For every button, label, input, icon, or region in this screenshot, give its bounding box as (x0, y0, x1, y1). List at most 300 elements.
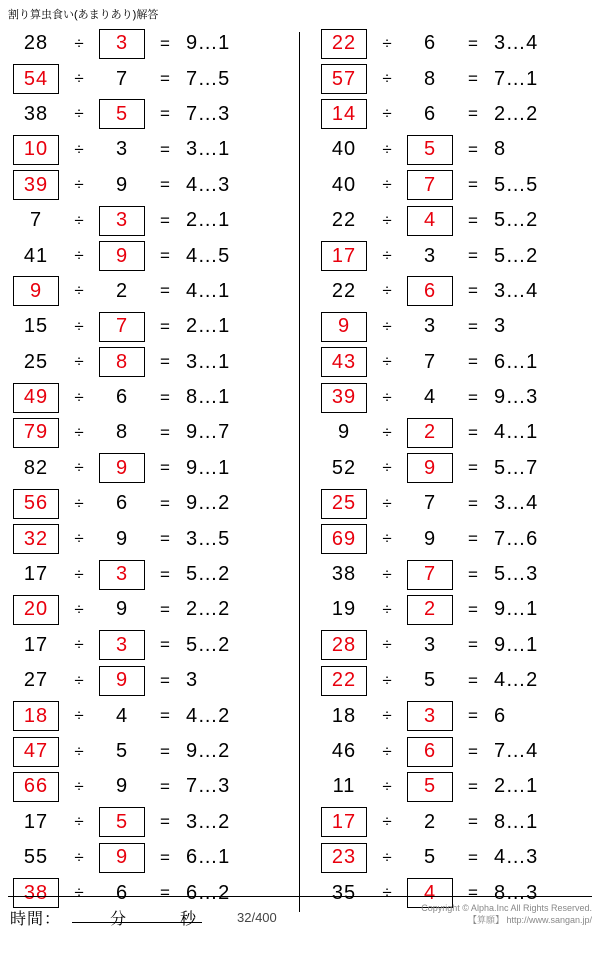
equals-icon: = (468, 776, 478, 796)
quotient-remainder-value: 5…5 (494, 173, 538, 196)
answer-box-divisor[interactable]: 8 (99, 347, 145, 377)
problem-row (318, 345, 594, 380)
divisor-value: 5 (115, 740, 129, 762)
quotient-remainder-value: 3…2 (186, 810, 230, 833)
equals-icon: = (160, 387, 170, 407)
divisor-value: 2 (115, 279, 129, 302)
divide-icon: ÷ (382, 69, 392, 89)
quotient-remainder-value: 8…3 (494, 881, 538, 904)
divide-icon: ÷ (74, 210, 84, 230)
equals-icon: = (468, 316, 478, 336)
quotient-remainder-value: 3…4 (494, 279, 538, 302)
equals-icon: = (160, 104, 170, 124)
divide-icon: ÷ (74, 670, 84, 690)
divide-icon: ÷ (74, 246, 84, 266)
equals-icon: = (468, 210, 478, 230)
equals-icon: = (160, 529, 170, 549)
quotient-remainder-value: 9…3 (494, 386, 538, 409)
divide-icon: ÷ (382, 458, 392, 478)
divisor-value: 6 (423, 32, 437, 55)
divide-icon: ÷ (382, 599, 392, 619)
answer-box-dividend[interactable]: 49 (13, 383, 59, 413)
answer-box-divisor[interactable]: 9 (407, 453, 453, 483)
equals-icon: = (468, 529, 478, 549)
answer-box-divisor[interactable]: 5 (407, 772, 453, 802)
quotient-remainder-value: 5…2 (186, 563, 230, 586)
problem-row (318, 521, 594, 556)
quotient-remainder-value: 3 (494, 315, 506, 338)
equals-icon: = (160, 599, 170, 619)
divisor-value: 9 (115, 598, 129, 621)
problem-row (318, 769, 594, 804)
divisor-value: 7 (423, 350, 437, 373)
answer-box-dividend[interactable]: 47 (13, 737, 59, 767)
quotient-remainder-value: 6…1 (494, 350, 538, 373)
divide-icon: ÷ (74, 812, 84, 832)
equals-icon: = (160, 352, 170, 372)
right-problem-column (300, 26, 600, 904)
equals-icon: = (160, 458, 170, 478)
left-problem-column (0, 26, 300, 904)
quotient-remainder-value: 6…1 (186, 846, 230, 869)
dividend-value: 7 (29, 209, 43, 232)
equals-icon: = (468, 422, 478, 442)
quotient-remainder-value: 3…5 (186, 527, 230, 550)
problem-row (318, 557, 594, 592)
divide-icon: ÷ (74, 387, 84, 407)
problem-row (10, 132, 294, 167)
answer-box-divisor[interactable]: 5 (99, 99, 145, 129)
problem-columns (0, 26, 600, 904)
problem-row (10, 97, 294, 132)
problem-row (318, 415, 594, 450)
quotient-remainder-value: 2…2 (186, 598, 230, 621)
quotient-remainder-value: 5…2 (186, 633, 230, 656)
dividend-value: 17 (23, 563, 49, 586)
problem-row (318, 840, 594, 875)
answer-box-divisor[interactable]: 4 (407, 878, 453, 908)
answer-box-divisor[interactable]: 2 (407, 418, 453, 448)
problem-row (10, 769, 294, 804)
answer-box-divisor[interactable]: 7 (407, 170, 453, 200)
quotient-remainder-value: 5…7 (494, 456, 538, 479)
answer-box-dividend[interactable]: 39 (321, 383, 367, 413)
divide-icon: ÷ (74, 175, 84, 195)
quotient-remainder-value: 9…1 (494, 633, 538, 656)
site-text: 【算願】 http://www.sangan.jp/ (467, 915, 592, 926)
divisor-value: 6 (423, 102, 437, 125)
dividend-value: 15 (23, 315, 49, 338)
divisor-value: 9 (115, 527, 129, 550)
answer-box-divisor[interactable]: 7 (99, 312, 145, 342)
divide-icon: ÷ (382, 741, 392, 761)
divide-icon: ÷ (382, 281, 392, 301)
answer-box-dividend[interactable]: 38 (13, 878, 59, 908)
dividend-value: 19 (331, 598, 357, 621)
answer-box-dividend[interactable]: 57 (321, 64, 367, 94)
divisor-value: 6 (115, 386, 129, 409)
dividend-value: 38 (23, 102, 49, 125)
problem-row (10, 61, 294, 96)
equals-icon: = (160, 69, 170, 89)
answer-box-divisor[interactable]: 9 (99, 453, 145, 483)
quotient-remainder-value: 9…1 (186, 32, 230, 55)
seconds-unit: 秒 (180, 911, 197, 928)
dividend-value: 17 (23, 810, 49, 833)
divide-icon: ÷ (382, 529, 392, 549)
answer-box-dividend[interactable]: 43 (321, 347, 367, 377)
divisor-value: 5 (423, 846, 437, 869)
divide-icon: ÷ (74, 741, 84, 761)
divide-icon: ÷ (382, 670, 392, 690)
divisor-value: 9 (115, 775, 129, 798)
answer-box-dividend[interactable]: 9 (321, 312, 367, 342)
dividend-value: 82 (23, 456, 49, 479)
dividend-value: 41 (23, 244, 49, 267)
equals-icon: = (468, 69, 478, 89)
quotient-remainder-value: 7…5 (186, 67, 230, 90)
answer-box-divisor[interactable]: 3 (407, 701, 453, 731)
answer-box-dividend[interactable]: 79 (13, 418, 59, 448)
problem-row (10, 274, 294, 309)
equals-icon: = (468, 281, 478, 301)
copyright-block (421, 902, 592, 926)
divide-icon: ÷ (382, 139, 392, 159)
answer-box-dividend[interactable]: 66 (13, 772, 59, 802)
quotient-remainder-value: 8 (494, 138, 506, 161)
equals-icon: = (468, 706, 478, 726)
divide-icon: ÷ (382, 564, 392, 584)
equals-icon: = (160, 564, 170, 584)
dividend-value: 28 (23, 32, 49, 55)
divide-icon: ÷ (74, 69, 84, 89)
equals-icon: = (468, 246, 478, 266)
problem-row (10, 663, 294, 698)
problem-row (318, 592, 594, 627)
quotient-remainder-value: 2…1 (186, 209, 230, 232)
quotient-remainder-value: 7…1 (494, 67, 538, 90)
dividend-value: 27 (23, 669, 49, 692)
divide-icon: ÷ (74, 316, 84, 336)
quotient-remainder-value: 4…3 (494, 846, 538, 869)
answer-box-dividend[interactable]: 17 (321, 807, 367, 837)
quotient-remainder-value: 5…3 (494, 563, 538, 586)
divide-icon: ÷ (74, 104, 84, 124)
equals-icon: = (468, 33, 478, 53)
answer-box-divisor[interactable]: 9 (99, 666, 145, 696)
divisor-value: 3 (423, 244, 437, 267)
dividend-value: 22 (331, 209, 357, 232)
divide-icon: ÷ (382, 352, 392, 372)
equals-icon: = (468, 670, 478, 690)
quotient-remainder-value: 9…1 (494, 598, 538, 621)
divide-icon: ÷ (382, 387, 392, 407)
divide-icon: ÷ (382, 210, 392, 230)
equals-icon: = (160, 281, 170, 301)
equals-icon: = (468, 741, 478, 761)
divide-icon: ÷ (382, 246, 392, 266)
problem-row (318, 61, 594, 96)
problem-row (10, 238, 294, 273)
dividend-value: 35 (331, 881, 357, 904)
quotient-remainder-value: 7…4 (494, 740, 538, 762)
equals-icon: = (160, 776, 170, 796)
answer-box-dividend[interactable]: 22 (321, 29, 367, 59)
answer-box-divisor[interactable]: 7 (407, 560, 453, 590)
equals-icon: = (468, 458, 478, 478)
quotient-remainder-value: 3…4 (494, 32, 538, 55)
problem-row (10, 840, 294, 875)
equals-icon: = (468, 104, 478, 124)
dividend-value: 11 (332, 775, 356, 798)
problem-row (10, 415, 294, 450)
quotient-remainder-value: 7…6 (494, 527, 538, 550)
divisor-value: 9 (423, 527, 437, 550)
answer-box-dividend[interactable]: 54 (13, 64, 59, 94)
answer-box-divisor[interactable]: 6 (407, 737, 453, 767)
problem-row (10, 451, 294, 486)
equals-icon: = (160, 883, 170, 903)
problem-row (10, 26, 294, 61)
equals-icon: = (160, 139, 170, 159)
dividend-value: 22 (331, 279, 357, 302)
divisor-value: 4 (115, 704, 129, 727)
dividend-value: 17 (23, 633, 49, 656)
divide-icon: ÷ (74, 139, 84, 159)
divide-icon: ÷ (74, 493, 84, 513)
problem-row (318, 168, 594, 203)
quotient-remainder-value: 2…2 (494, 102, 538, 125)
answer-box-dividend[interactable]: 14 (321, 99, 367, 129)
divide-icon: ÷ (74, 352, 84, 372)
divisor-value: 9 (115, 173, 129, 196)
answer-box-dividend[interactable]: 9 (13, 276, 59, 306)
quotient-remainder-value: 2…1 (186, 315, 230, 338)
time-label: 時間： (10, 911, 62, 928)
answer-box-dividend[interactable]: 22 (321, 666, 367, 696)
dividend-value: 46 (331, 740, 357, 762)
copyright-text: Copyright © Alpha.Inc All Rights Reserved. (421, 903, 592, 913)
quotient-remainder-value: 3…1 (186, 138, 230, 161)
quotient-remainder-value: 4…2 (186, 704, 230, 727)
quotient-remainder-value: 9…7 (186, 421, 230, 444)
problem-row (318, 26, 594, 61)
problem-row (318, 238, 594, 273)
quotient-remainder-value: 6…2 (186, 881, 230, 904)
equals-icon: = (160, 33, 170, 53)
page-footer (0, 896, 600, 956)
column-divider (299, 32, 300, 912)
divisor-value: 8 (115, 421, 129, 444)
equals-icon: = (160, 741, 170, 761)
answer-box-divisor[interactable]: 3 (99, 29, 145, 59)
problem-row (10, 380, 294, 415)
divisor-value: 2 (423, 810, 437, 833)
divide-icon: ÷ (382, 706, 392, 726)
divisor-value: 3 (423, 633, 437, 656)
equals-icon: = (468, 599, 478, 619)
equals-icon: = (160, 246, 170, 266)
dividend-value: 25 (23, 350, 49, 373)
quotient-remainder-value: 2…1 (494, 775, 538, 798)
problem-row (318, 628, 594, 663)
quotient-remainder-value: 4…2 (494, 669, 538, 692)
problem-row (318, 486, 594, 521)
divide-icon: ÷ (74, 883, 84, 903)
quotient-remainder-value: 4…1 (494, 421, 538, 444)
answer-box-dividend[interactable]: 39 (13, 170, 59, 200)
answer-box-divisor[interactable]: 9 (99, 241, 145, 271)
problem-row (10, 734, 294, 769)
equals-icon: = (160, 670, 170, 690)
answer-box-dividend[interactable]: 18 (13, 701, 59, 731)
problem-row (10, 345, 294, 380)
dividend-value: 40 (331, 173, 357, 196)
answer-box-divisor[interactable]: 4 (407, 206, 453, 236)
divide-icon: ÷ (74, 776, 84, 796)
divisor-value: 7 (115, 67, 129, 90)
problem-row (10, 486, 294, 521)
problem-row (10, 628, 294, 663)
dividend-value: 40 (331, 138, 357, 161)
answer-box-dividend[interactable]: 17 (321, 241, 367, 271)
answer-box-divisor[interactable]: 3 (99, 206, 145, 236)
answer-box-dividend[interactable]: 23 (321, 843, 367, 873)
equals-icon: = (160, 635, 170, 655)
answer-box-dividend[interactable]: 10 (13, 135, 59, 165)
problem-row (318, 734, 594, 769)
equals-icon: = (160, 493, 170, 513)
problem-row (318, 663, 594, 698)
answer-box-dividend[interactable]: 32 (13, 524, 59, 554)
equals-icon: = (468, 139, 478, 159)
quotient-remainder-value: 3…1 (186, 350, 230, 373)
page-title: 割り算虫食い(あまりあり)解答 (8, 9, 159, 21)
divisor-value: 3 (423, 315, 437, 338)
divide-icon: ÷ (382, 493, 392, 513)
divide-icon: ÷ (74, 847, 84, 867)
problem-row (10, 592, 294, 627)
divide-icon: ÷ (382, 776, 392, 796)
problem-row (318, 451, 594, 486)
equals-icon: = (160, 847, 170, 867)
quotient-remainder-value: 9…2 (186, 492, 230, 515)
equals-icon: = (160, 706, 170, 726)
quotient-remainder-value: 9…2 (186, 740, 230, 762)
divisor-value: 6 (115, 881, 129, 904)
equals-icon: = (160, 175, 170, 195)
divide-icon: ÷ (74, 564, 84, 584)
problem-row (10, 557, 294, 592)
equals-icon: = (160, 422, 170, 442)
answer-box-divisor[interactable]: 5 (407, 135, 453, 165)
divide-icon: ÷ (382, 883, 392, 903)
equals-icon: = (468, 564, 478, 584)
divide-icon: ÷ (382, 33, 392, 53)
divide-icon: ÷ (74, 599, 84, 619)
divide-icon: ÷ (74, 458, 84, 478)
minutes-unit: 分 (110, 911, 127, 928)
divisor-value: 3 (115, 138, 129, 161)
divide-icon: ÷ (74, 529, 84, 549)
answer-box-dividend[interactable]: 25 (321, 489, 367, 519)
divide-icon: ÷ (382, 104, 392, 124)
divide-icon: ÷ (74, 281, 84, 301)
divide-icon: ÷ (74, 33, 84, 53)
divisor-value: 4 (423, 386, 437, 409)
answer-box-divisor[interactable]: 3 (99, 560, 145, 590)
quotient-remainder-value: 4…1 (186, 279, 230, 302)
dividend-value: 9 (337, 421, 351, 444)
answer-box-divisor[interactable]: 2 (407, 595, 453, 625)
divide-icon: ÷ (382, 847, 392, 867)
answer-box-dividend[interactable]: 28 (321, 630, 367, 660)
problem-row (10, 805, 294, 840)
quotient-remainder-value: 8…1 (494, 810, 538, 833)
dividend-value: 18 (331, 704, 357, 727)
problem-row (10, 203, 294, 238)
divisor-value: 8 (423, 67, 437, 90)
equals-icon: = (468, 883, 478, 903)
divide-icon: ÷ (74, 706, 84, 726)
equals-icon: = (468, 175, 478, 195)
quotient-remainder-value: 9…1 (186, 456, 230, 479)
problem-row (318, 309, 594, 344)
equals-icon: = (468, 812, 478, 832)
answer-box-divisor[interactable]: 5 (99, 807, 145, 837)
problem-row (318, 380, 594, 415)
divide-icon: ÷ (382, 316, 392, 336)
dividend-value: 55 (23, 846, 49, 869)
answer-box-divisor[interactable]: 9 (99, 843, 145, 873)
quotient-remainder-value: 4…3 (186, 173, 230, 196)
answer-box-dividend[interactable]: 20 (13, 595, 59, 625)
quotient-remainder-value: 4…5 (186, 244, 230, 267)
divisor-value: 6 (115, 492, 129, 515)
divide-icon: ÷ (382, 812, 392, 832)
divide-icon: ÷ (74, 635, 84, 655)
divide-icon: ÷ (74, 422, 84, 442)
problem-row (10, 521, 294, 556)
footer-divider (8, 896, 592, 897)
quotient-remainder-value: 7…3 (186, 775, 230, 798)
answer-box-divisor[interactable]: 3 (99, 630, 145, 660)
quotient-remainder-value: 3…4 (494, 492, 538, 515)
divide-icon: ÷ (382, 422, 392, 442)
problem-row (10, 309, 294, 344)
equals-icon: = (160, 812, 170, 832)
quotient-remainder-value: 5…2 (494, 209, 538, 232)
divide-icon: ÷ (382, 635, 392, 655)
answer-box-dividend[interactable]: 69 (321, 524, 367, 554)
divisor-value: 5 (423, 669, 437, 692)
equals-icon: = (160, 316, 170, 336)
answer-box-dividend[interactable]: 56 (13, 489, 59, 519)
problem-row (10, 168, 294, 203)
answer-box-divisor[interactable]: 6 (407, 276, 453, 306)
dividend-value: 38 (331, 563, 357, 586)
problem-row (318, 698, 594, 733)
equals-icon: = (468, 352, 478, 372)
equals-icon: = (468, 387, 478, 407)
quotient-remainder-value: 8…1 (186, 386, 230, 409)
equals-icon: = (468, 847, 478, 867)
problem-row (318, 203, 594, 238)
quotient-remainder-value: 6 (494, 704, 506, 727)
equals-icon: = (468, 635, 478, 655)
quotient-remainder-value: 7…3 (186, 102, 230, 125)
divide-icon: ÷ (382, 175, 392, 195)
